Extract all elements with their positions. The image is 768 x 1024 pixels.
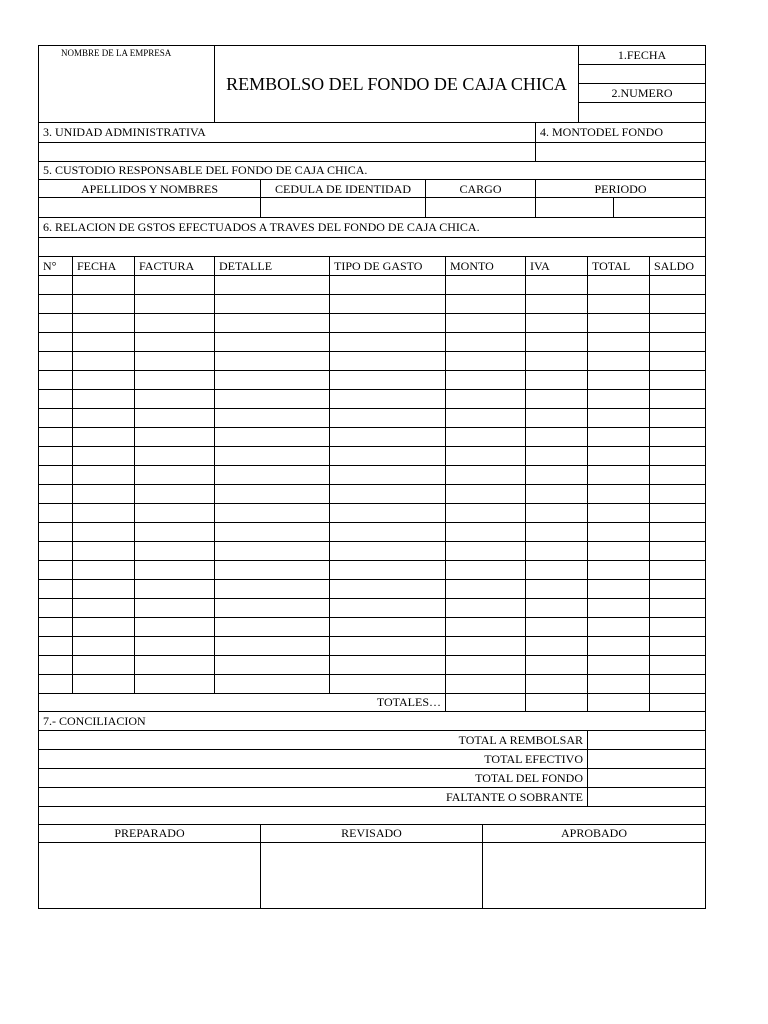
expense-row [39, 446, 706, 465]
expenses-spacer-row [39, 237, 706, 256]
expense-cell[interactable] [215, 541, 330, 560]
expense-cell[interactable] [39, 465, 73, 484]
expense-cell[interactable] [135, 275, 215, 294]
expense-cell[interactable] [446, 674, 526, 693]
expense-cell[interactable] [446, 484, 526, 503]
expense-cell[interactable] [73, 294, 135, 313]
unit-table [38, 123, 706, 162]
expense-cell[interactable] [39, 275, 73, 294]
total-del-fondo-field[interactable] [588, 769, 706, 788]
expense-row [39, 351, 706, 370]
expense-cell[interactable] [446, 351, 526, 370]
expense-row [39, 598, 706, 617]
expense-cell[interactable] [526, 598, 588, 617]
expense-cell[interactable] [135, 294, 215, 313]
expense-row [39, 636, 706, 655]
aprobado-signature-box[interactable] [483, 842, 706, 908]
expense-cell[interactable] [39, 617, 73, 636]
expense-cell[interactable] [39, 370, 73, 389]
expense-cell[interactable] [215, 522, 330, 541]
expense-cell[interactable] [330, 275, 446, 294]
expense-cell[interactable] [588, 503, 650, 522]
expense-cell[interactable] [588, 313, 650, 332]
cargo-field[interactable] [426, 198, 536, 218]
expense-cell[interactable] [588, 332, 650, 351]
expense-cell[interactable] [526, 408, 588, 427]
apellidos-field[interactable] [39, 198, 261, 218]
expense-cell[interactable] [526, 674, 588, 693]
expense-cell[interactable] [526, 313, 588, 332]
expense-cell[interactable] [526, 655, 588, 674]
col-iva: IVA [526, 256, 588, 275]
expense-cell[interactable] [526, 636, 588, 655]
expense-cell[interactable] [215, 617, 330, 636]
expense-cell[interactable] [73, 446, 135, 465]
periodo-to-field[interactable] [614, 198, 706, 218]
expense-cell[interactable] [650, 655, 706, 674]
monto-field[interactable] [536, 142, 706, 161]
preparado-signature-box[interactable] [39, 842, 261, 908]
total-efectivo-label: TOTAL EFECTIVO [39, 750, 588, 769]
expense-cell[interactable] [73, 313, 135, 332]
expense-cell[interactable] [650, 503, 706, 522]
periodo-from-field[interactable] [536, 198, 614, 218]
expense-cell[interactable] [650, 313, 706, 332]
revisado-signature-box[interactable] [261, 842, 483, 908]
col-monto: MONTO [446, 256, 526, 275]
expense-cell[interactable] [446, 636, 526, 655]
expense-cell[interactable] [135, 446, 215, 465]
expense-cell[interactable] [526, 484, 588, 503]
expense-cell[interactable] [588, 351, 650, 370]
expense-cell[interactable] [446, 332, 526, 351]
header-table [38, 45, 706, 123]
expense-cell[interactable] [215, 598, 330, 617]
reconciliation-table [38, 712, 706, 826]
expense-cell[interactable] [588, 617, 650, 636]
expense-cell[interactable] [73, 674, 135, 693]
expense-cell[interactable] [73, 484, 135, 503]
expense-cell[interactable] [135, 465, 215, 484]
expense-cell[interactable] [650, 332, 706, 351]
expense-cell[interactable] [526, 579, 588, 598]
expense-cell[interactable] [39, 294, 73, 313]
expense-cell[interactable] [446, 503, 526, 522]
expense-cell[interactable] [446, 446, 526, 465]
expense-cell[interactable] [526, 275, 588, 294]
expense-row [39, 541, 706, 560]
expense-row [39, 370, 706, 389]
expense-cell[interactable] [39, 636, 73, 655]
expense-cell[interactable] [526, 541, 588, 560]
custodian-section-label: 5. CUSTODIO RESPONSABLE DEL FONDO DE CAJA CHICA. [39, 162, 706, 180]
expense-cell[interactable] [588, 275, 650, 294]
expense-cell[interactable] [73, 275, 135, 294]
expense-cell[interactable] [650, 579, 706, 598]
expense-cell[interactable] [446, 389, 526, 408]
expense-cell[interactable] [650, 560, 706, 579]
expense-cell[interactable] [215, 313, 330, 332]
expense-cell[interactable] [588, 636, 650, 655]
expense-cell[interactable] [39, 389, 73, 408]
col-tipo-gasto: TIPO DE GASTO [330, 256, 446, 275]
expense-cell[interactable] [446, 579, 526, 598]
expense-cell[interactable] [650, 465, 706, 484]
expense-row [39, 408, 706, 427]
aprobado-label: APROBADO [483, 825, 706, 842]
expense-cell[interactable] [330, 313, 446, 332]
expense-cell[interactable] [588, 408, 650, 427]
expense-cell[interactable] [215, 370, 330, 389]
expense-cell[interactable] [73, 636, 135, 655]
expense-cell[interactable] [135, 313, 215, 332]
col-total: TOTAL [588, 256, 650, 275]
expense-cell[interactable] [446, 560, 526, 579]
expense-cell[interactable] [650, 370, 706, 389]
expense-cell[interactable] [135, 408, 215, 427]
expense-row [39, 313, 706, 332]
expense-cell[interactable] [73, 655, 135, 674]
expense-cell[interactable] [650, 636, 706, 655]
expense-cell[interactable] [588, 522, 650, 541]
numero-field[interactable] [579, 103, 706, 123]
expense-cell[interactable] [73, 541, 135, 560]
expense-cell[interactable] [330, 446, 446, 465]
expense-cell[interactable] [135, 370, 215, 389]
expense-cell[interactable] [330, 579, 446, 598]
expense-cell[interactable] [526, 370, 588, 389]
col-apellidos: APELLIDOS Y NOMBRES [39, 180, 261, 198]
expense-cell[interactable] [215, 503, 330, 522]
expense-cell[interactable] [73, 351, 135, 370]
total-saldo-field[interactable] [650, 693, 706, 711]
expense-cell[interactable] [135, 522, 215, 541]
expense-cell[interactable] [39, 408, 73, 427]
expense-cell[interactable] [330, 427, 446, 446]
expense-cell[interactable] [446, 522, 526, 541]
expense-row [39, 579, 706, 598]
expense-cell[interactable] [73, 389, 135, 408]
expense-cell[interactable] [39, 351, 73, 370]
expense-cell[interactable] [135, 389, 215, 408]
expense-cell[interactable] [135, 560, 215, 579]
expense-cell[interactable] [215, 560, 330, 579]
expense-cell[interactable] [650, 408, 706, 427]
expense-cell[interactable] [588, 294, 650, 313]
expense-cell[interactable] [330, 503, 446, 522]
expense-cell[interactable] [330, 370, 446, 389]
faltante-sobrante-field[interactable] [588, 788, 706, 807]
expense-cell[interactable] [526, 560, 588, 579]
col-cargo: CARGO [426, 180, 536, 198]
numero-label: 2.NUMERO [579, 84, 706, 103]
total-monto-field[interactable] [446, 693, 526, 711]
expense-cell[interactable] [135, 636, 215, 655]
expense-cell[interactable] [73, 617, 135, 636]
expense-cell[interactable] [215, 579, 330, 598]
total-a-rembolsar-field[interactable] [588, 731, 706, 750]
col-numero: N° [39, 256, 73, 275]
expense-cell[interactable] [135, 674, 215, 693]
expense-cell[interactable] [650, 541, 706, 560]
expense-cell[interactable] [446, 598, 526, 617]
expense-cell[interactable] [650, 598, 706, 617]
revisado-label: REVISADO [261, 825, 483, 842]
expense-cell[interactable] [446, 275, 526, 294]
expense-cell[interactable] [526, 617, 588, 636]
expense-cell[interactable] [650, 351, 706, 370]
form-title: REMBOLSO DEL FONDO DE CAJA CHICA [215, 46, 579, 123]
expenses-table [38, 218, 706, 712]
expense-cell[interactable] [526, 389, 588, 408]
signature-table [38, 825, 706, 909]
expense-cell[interactable] [73, 503, 135, 522]
expense-cell[interactable] [526, 503, 588, 522]
expense-cell[interactable] [588, 579, 650, 598]
expense-cell[interactable] [39, 579, 73, 598]
expense-cell[interactable] [446, 408, 526, 427]
expense-cell[interactable] [650, 294, 706, 313]
expense-cell[interactable] [650, 522, 706, 541]
expense-cell[interactable] [215, 294, 330, 313]
expense-row [39, 674, 706, 693]
expense-cell[interactable] [650, 674, 706, 693]
expense-row [39, 294, 706, 313]
expense-cell[interactable] [39, 427, 73, 446]
expense-cell[interactable] [39, 674, 73, 693]
expense-cell[interactable] [215, 408, 330, 427]
expense-cell[interactable] [446, 294, 526, 313]
expense-cell[interactable] [39, 484, 73, 503]
expense-cell[interactable] [73, 408, 135, 427]
expense-cell[interactable] [39, 446, 73, 465]
expense-cell[interactable] [526, 427, 588, 446]
total-iva-field[interactable] [526, 693, 588, 711]
expense-cell[interactable] [446, 541, 526, 560]
expense-row [39, 503, 706, 522]
expense-row [39, 484, 706, 503]
expense-cell[interactable] [650, 427, 706, 446]
expense-cell[interactable] [526, 522, 588, 541]
total-efectivo-field[interactable] [588, 750, 706, 769]
expense-cell[interactable] [330, 294, 446, 313]
cedula-field[interactable] [261, 198, 426, 218]
expense-row [39, 465, 706, 484]
expense-cell[interactable] [526, 332, 588, 351]
expense-cell[interactable] [330, 598, 446, 617]
expense-cell[interactable] [330, 655, 446, 674]
fecha-label: 1.FECHA [579, 46, 706, 65]
expense-cell[interactable] [588, 427, 650, 446]
totals-label: TOTALES… [39, 693, 446, 711]
expense-cell[interactable] [330, 541, 446, 560]
expense-cell[interactable] [526, 294, 588, 313]
company-name-label: NOMBRE DE LA EMPRESA [39, 46, 215, 123]
expense-cell[interactable] [39, 503, 73, 522]
col-cedula: CEDULA DE IDENTIDAD [261, 180, 426, 198]
expense-cell[interactable] [73, 427, 135, 446]
expense-cell[interactable] [446, 313, 526, 332]
expense-cell[interactable] [330, 560, 446, 579]
expense-cell[interactable] [588, 465, 650, 484]
expense-cell[interactable] [39, 313, 73, 332]
expense-cell[interactable] [588, 598, 650, 617]
expense-cell[interactable] [39, 522, 73, 541]
expense-row [39, 560, 706, 579]
col-fecha: FECHA [73, 256, 135, 275]
expense-cell[interactable] [73, 560, 135, 579]
expense-cell[interactable] [215, 389, 330, 408]
expense-cell[interactable] [135, 598, 215, 617]
expense-cell[interactable] [39, 332, 73, 351]
expense-cell[interactable] [135, 332, 215, 351]
expense-cell[interactable] [330, 617, 446, 636]
expense-row [39, 522, 706, 541]
unidad-label: 3. UNIDAD ADMINISTRATIVA [39, 123, 536, 142]
expense-cell[interactable] [526, 446, 588, 465]
reconciliation-label: 7.- CONCILIACION [39, 712, 706, 731]
expense-cell[interactable] [73, 598, 135, 617]
expense-cell[interactable] [73, 370, 135, 389]
petty-cash-form [38, 45, 705, 909]
expense-cell[interactable] [39, 541, 73, 560]
expense-cell[interactable] [588, 541, 650, 560]
expense-cell[interactable] [330, 351, 446, 370]
expense-row [39, 655, 706, 674]
expense-cell[interactable] [39, 560, 73, 579]
total-a-rembolsar-label: TOTAL A REMBOLSAR [39, 731, 588, 750]
expense-cell[interactable] [135, 655, 215, 674]
expense-cell[interactable] [330, 465, 446, 484]
expenses-header-row [39, 256, 706, 275]
col-saldo: SALDO [650, 256, 706, 275]
expense-cell[interactable] [330, 332, 446, 351]
expense-cell[interactable] [650, 617, 706, 636]
expense-cell[interactable] [330, 636, 446, 655]
expense-cell[interactable] [650, 275, 706, 294]
expense-cell[interactable] [39, 655, 73, 674]
expense-cell[interactable] [446, 465, 526, 484]
expense-cell[interactable] [650, 484, 706, 503]
expense-row [39, 332, 706, 351]
expense-cell[interactable] [588, 446, 650, 465]
expense-cell[interactable] [135, 427, 215, 446]
expense-cell[interactable] [39, 598, 73, 617]
expense-cell[interactable] [73, 332, 135, 351]
expense-cell[interactable] [588, 370, 650, 389]
col-factura: FACTURA [135, 256, 215, 275]
total-total-field[interactable] [588, 693, 650, 711]
expense-cell[interactable] [526, 351, 588, 370]
expense-cell[interactable] [650, 446, 706, 465]
col-periodo: PERIODO [536, 180, 706, 198]
expense-cell[interactable] [215, 427, 330, 446]
expense-cell[interactable] [135, 579, 215, 598]
expense-cell[interactable] [215, 351, 330, 370]
expense-cell[interactable] [588, 674, 650, 693]
expense-cell[interactable] [215, 332, 330, 351]
expense-cell[interactable] [330, 389, 446, 408]
expense-cell[interactable] [588, 484, 650, 503]
expense-cell[interactable] [215, 674, 330, 693]
expense-cell[interactable] [135, 541, 215, 560]
expense-cell[interactable] [588, 560, 650, 579]
total-del-fondo-label: TOTAL DEL FONDO [39, 769, 588, 788]
expense-cell[interactable] [215, 275, 330, 294]
expense-row [39, 389, 706, 408]
expense-cell[interactable] [135, 351, 215, 370]
expense-cell[interactable] [215, 465, 330, 484]
expense-cell[interactable] [526, 465, 588, 484]
expense-row [39, 427, 706, 446]
expense-cell[interactable] [215, 484, 330, 503]
expense-cell[interactable] [588, 655, 650, 674]
unidad-field[interactable] [39, 142, 536, 161]
monto-label: 4. MONTODEL FONDO [536, 123, 706, 142]
expense-cell[interactable] [135, 484, 215, 503]
expense-cell[interactable] [135, 617, 215, 636]
expense-cell[interactable] [330, 484, 446, 503]
fecha-field[interactable] [579, 65, 706, 84]
expense-cell[interactable] [215, 446, 330, 465]
expense-cell[interactable] [650, 389, 706, 408]
expense-cell[interactable] [446, 427, 526, 446]
expense-cell[interactable] [135, 503, 215, 522]
expense-cell[interactable] [73, 579, 135, 598]
expense-cell[interactable] [73, 522, 135, 541]
totals-row [39, 693, 706, 711]
expense-cell[interactable] [588, 389, 650, 408]
expense-cell[interactable] [446, 655, 526, 674]
col-detalle: DETALLE [215, 256, 330, 275]
expense-cell[interactable] [446, 617, 526, 636]
expense-cell[interactable] [330, 408, 446, 427]
expense-row [39, 275, 706, 294]
expense-cell[interactable] [330, 522, 446, 541]
expense-cell[interactable] [330, 674, 446, 693]
expenses-section-label: 6. RELACION DE GSTOS EFECTUADOS A TRAVES DEL FONDO DE CAJA CHICA. [39, 218, 706, 237]
preparado-label: PREPARADO [39, 825, 261, 842]
expense-row [39, 617, 706, 636]
reconciliation-spacer-row [39, 807, 706, 825]
expense-cell[interactable] [73, 465, 135, 484]
expense-cell[interactable] [215, 655, 330, 674]
expense-cell[interactable] [215, 636, 330, 655]
faltante-sobrante-label: FALTANTE O SOBRANTE [39, 788, 588, 807]
custodian-table [38, 162, 706, 219]
expense-cell[interactable] [446, 370, 526, 389]
